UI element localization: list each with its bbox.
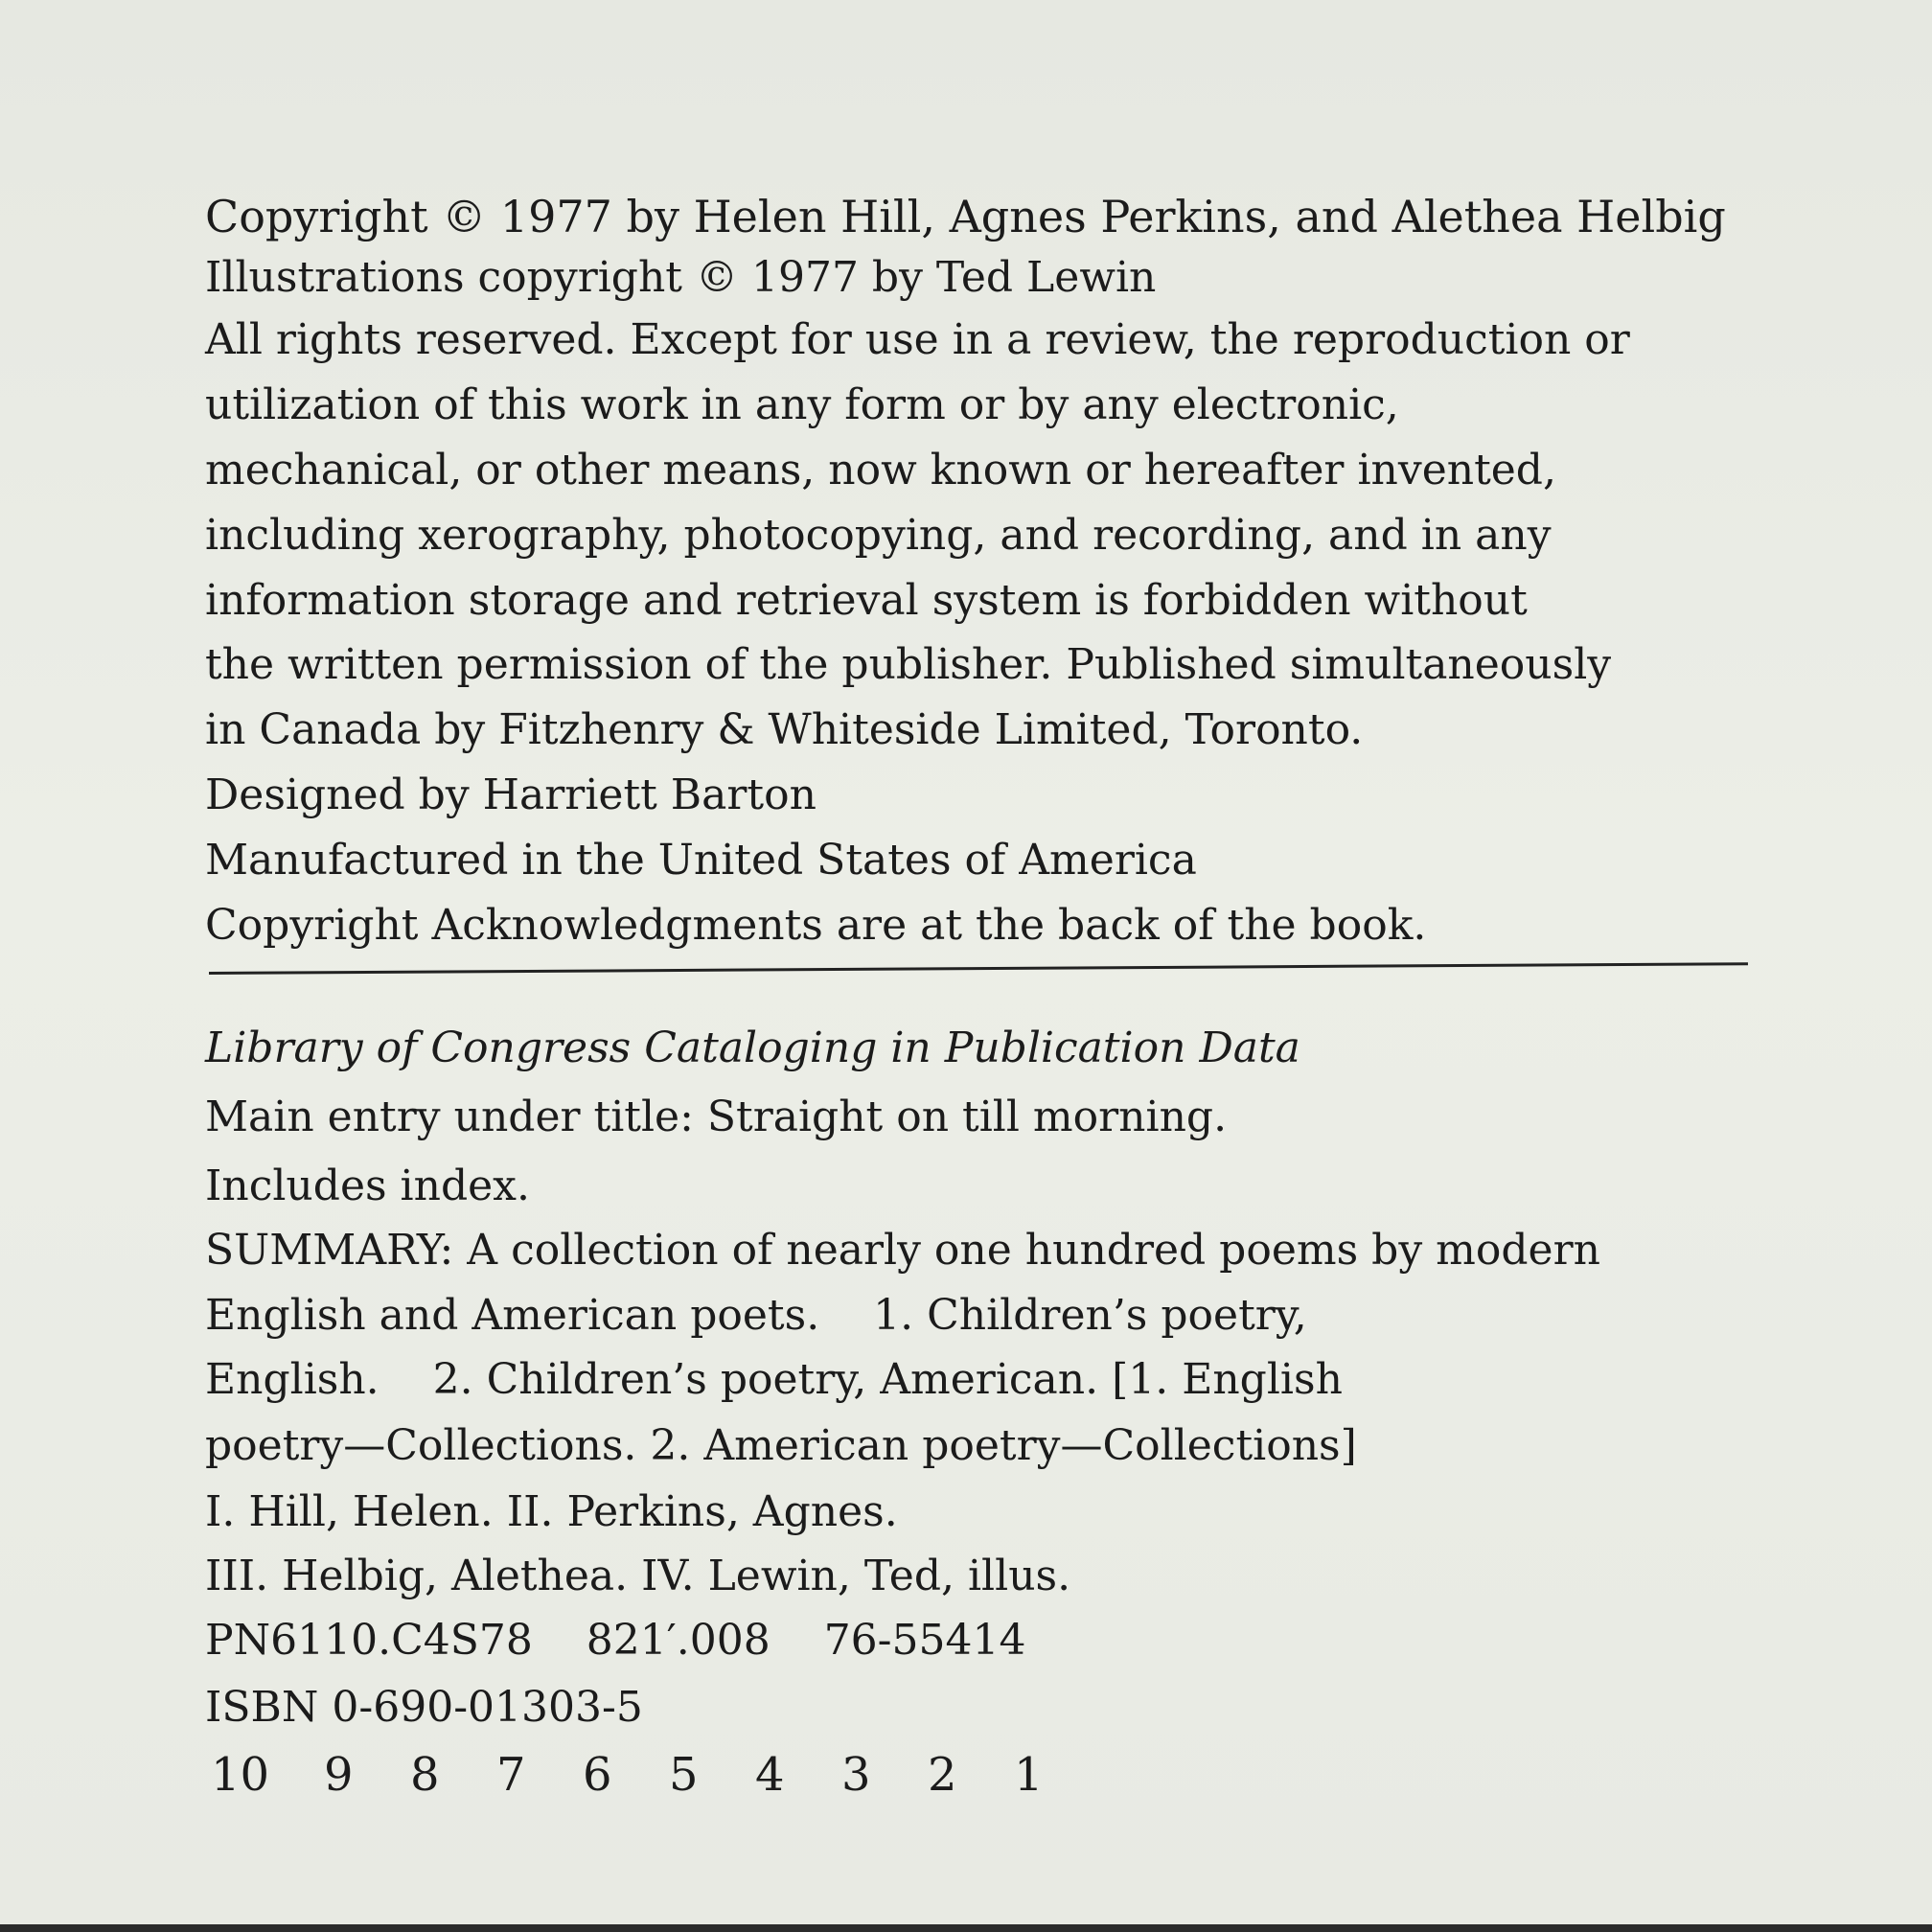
printing-number: 8 (410, 1748, 440, 1802)
rights-line: in Canada by Fitzhenry & Whiteside Limited, Toronto. (205, 705, 1364, 754)
cip-line: Main entry under title: Straight on till morning. (205, 1092, 1228, 1141)
isbn-line: ISBN 0-690-01303-5 (205, 1683, 643, 1732)
rights-line: utilization of this work in any form or by any electronic, (205, 380, 1399, 429)
cip-summary-line: SUMMARY: A collection of nearly one hundred poems by modern (205, 1226, 1600, 1275)
rights-line: information storage and retrieval system is forbidden without (205, 576, 1528, 625)
cip-heading: Library of Congress Cataloging in Publication Data (205, 1024, 1300, 1072)
acknowledgments-line: Copyright Acknowledgments are at the back of the book. (205, 901, 1427, 950)
cip-line: Includes index. (205, 1162, 530, 1210)
manufacture-line: Manufactured in the United States of America (205, 836, 1197, 885)
printing-number: 6 (583, 1748, 612, 1802)
printing-number: 1 (1014, 1748, 1044, 1802)
divider-rule (209, 962, 1748, 975)
printing-number: 7 (496, 1748, 526, 1802)
rights-line: including xerography, photocopying, and recording, and in any (205, 511, 1552, 560)
cip-line: English. 2. Children’s poetry, American. [1. English (205, 1355, 1343, 1404)
copyright-line: Copyright © 1977 by Helen Hill, Agnes Perkins, and Alethea Helbig (205, 191, 1726, 242)
printing-number: 3 (841, 1748, 871, 1802)
illustrations-copyright-line: Illustrations copyright © 1977 by Ted Lewin (205, 253, 1157, 302)
printing-number: 5 (669, 1748, 699, 1802)
cip-line: III. Helbig, Alethea. IV. Lewin, Ted, illus. (205, 1552, 1071, 1600)
cip-line: English and American poets. 1. Children’s poetry, (205, 1291, 1307, 1340)
printing-number: 2 (928, 1748, 957, 1802)
printing-line (211, 1748, 1054, 1804)
designer-credit: Designed by Harriett Barton (205, 770, 816, 819)
rights-line: mechanical, or other means, now known or hereafter invented, (205, 446, 1556, 494)
cip-line: I. Hill, Helen. II. Perkins, Agnes. (205, 1487, 898, 1536)
cip-line: poetry—Collections. 2. American poetry—Collections] (205, 1421, 1357, 1470)
printing-number: 10 (211, 1748, 270, 1802)
printing-number: 9 (324, 1748, 354, 1802)
rights-line: the written permission of the publisher. Published simultaneously (205, 640, 1612, 689)
rights-line: All rights reserved. Except for use in a review, the reproduction or (205, 315, 1630, 364)
printing-number: 4 (755, 1748, 785, 1802)
page-edge (0, 1924, 1932, 1932)
classification-line: PN6110.C4S78 821′.008 76-55414 (205, 1616, 1026, 1665)
